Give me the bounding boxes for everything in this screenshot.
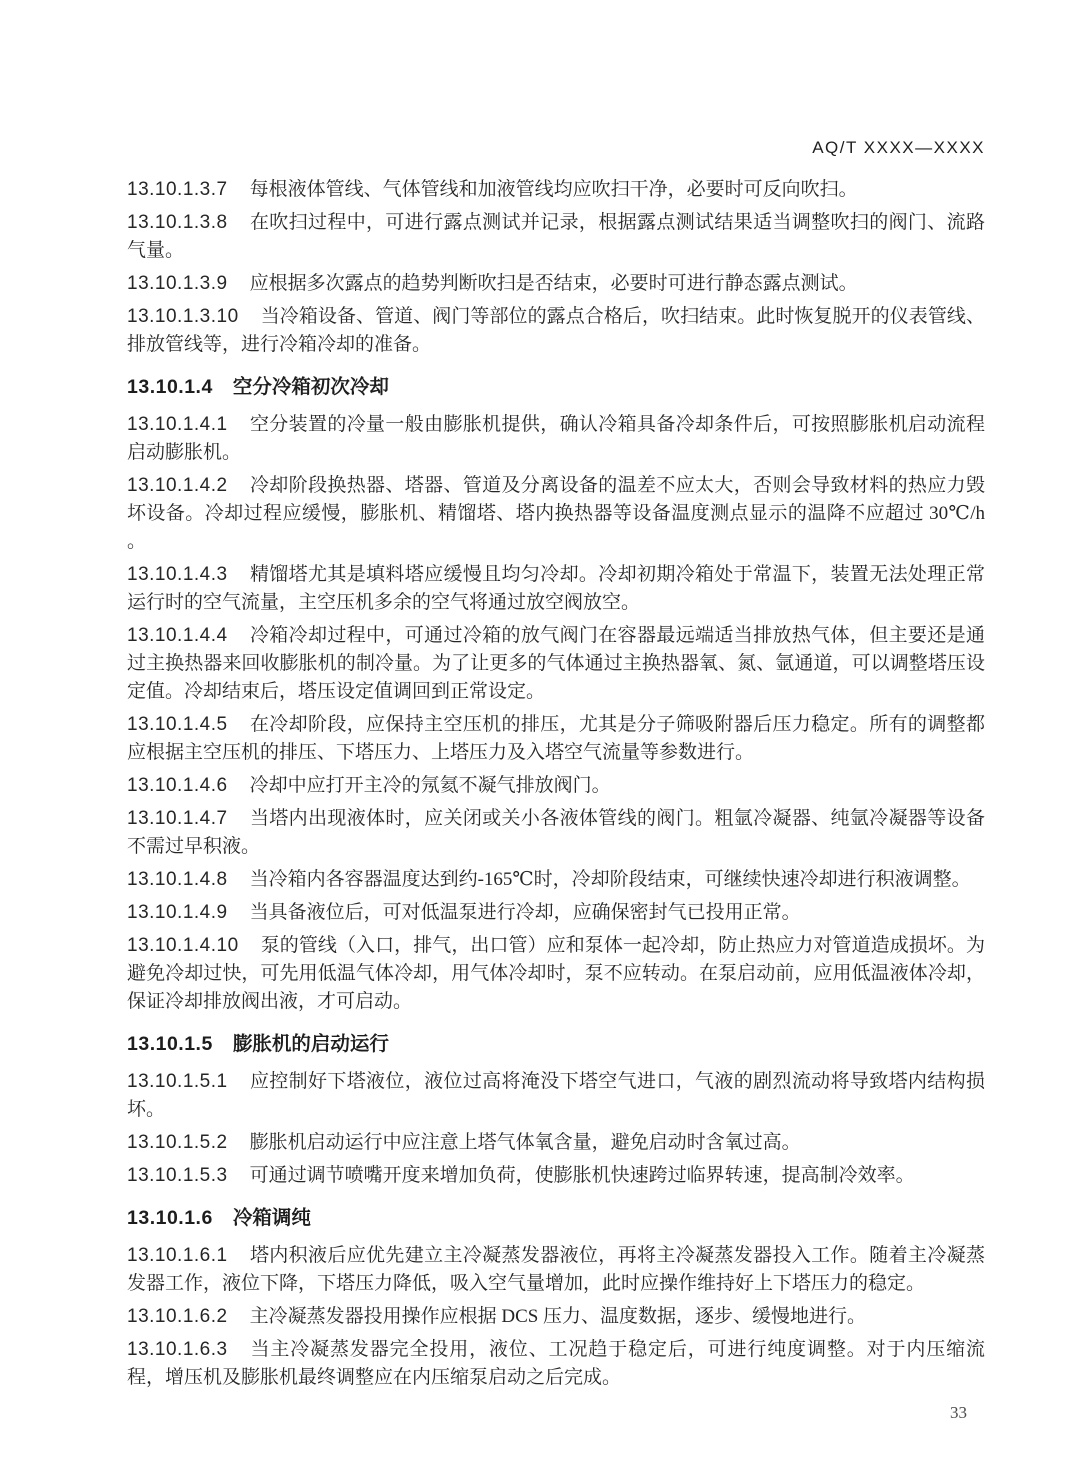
clause-13-10-1-3-10 bbox=[127, 303, 985, 359]
clause-13-10-1-4-4 bbox=[127, 622, 985, 706]
clause-number: 13.10.1.5.2 bbox=[127, 1132, 228, 1153]
document-body bbox=[127, 176, 985, 1392]
clause-number: 13.10.1.4.6 bbox=[127, 775, 228, 796]
clause-13-10-1-6-3 bbox=[127, 1336, 985, 1392]
clause-number: 13.10.1.5.3 bbox=[127, 1165, 228, 1186]
clause-13-10-1-3-8 bbox=[127, 209, 985, 265]
clause-text: 精馏塔尤其是填料塔应缓慢且均匀冷却。冷却初期冷箱处于常温下，装置无法处理正常运行时的空气流量，主空压机多余的空气将通过放空阀放空。 bbox=[127, 564, 985, 613]
clause-13-10-1-6-2 bbox=[127, 1303, 985, 1331]
clause-13-10-1-4-1 bbox=[127, 411, 985, 467]
clause-13-10-1-4-8 bbox=[127, 866, 985, 894]
heading-text: 膨胀机的启动运行 bbox=[232, 1033, 389, 1055]
clause-number: 13.10.1.4.1 bbox=[127, 414, 228, 435]
clause-13-10-1-6-1 bbox=[127, 1242, 985, 1298]
clause-number: 13.10.1.4.9 bbox=[127, 902, 228, 923]
clause-13-10-1-5-1 bbox=[127, 1068, 985, 1124]
clause-13-10-1-5-3 bbox=[127, 1162, 985, 1190]
clause-text: 当冷箱设备、管道、阀门等部位的露点合格后，吹扫结束。此时恢复脱开的仪表管线、排放管线等，进行冷箱冷却的准备。 bbox=[127, 306, 985, 355]
clause-text: 当冷箱内各容器温度达到约-165℃时，冷却阶段结束，可继续快速冷却进行积液调整。 bbox=[249, 869, 971, 890]
clause-text: 塔内积液后应优先建立主冷凝蒸发器液位，再将主冷凝蒸发器投入工作。随着主冷凝蒸发器工作，液位下降，下塔压力降低，吸入空气量增加，此时应操作维持好上下塔压力的稳定。 bbox=[127, 1245, 985, 1294]
clause-text: 当塔内出现液体时，应关闭或关小各液体管线的阀门。粗氩冷凝器、纯氩冷凝器等设备不需过早积液。 bbox=[127, 808, 985, 857]
clause-13-10-1-5-2 bbox=[127, 1129, 985, 1157]
clause-number: 13.10.1.4.8 bbox=[127, 869, 228, 890]
section-heading-13-10-1-4 bbox=[127, 373, 985, 401]
heading-text: 空分冷箱初次冷却 bbox=[232, 376, 389, 398]
clause-text: 当具备液位后，可对低温泵进行冷却，应确保密封气已投用正常。 bbox=[249, 902, 801, 923]
clause-number: 13.10.1.4.7 bbox=[127, 808, 228, 829]
document-header bbox=[127, 138, 985, 158]
clause-number: 13.10.1.4.4 bbox=[127, 625, 228, 646]
clause-text: 空分装置的冷量一般由膨胀机提供，确认冷箱具备冷却条件后，可按照膨胀机启动流程启动膨胀机。 bbox=[127, 414, 985, 463]
clause-number: 13.10.1.3.8 bbox=[127, 212, 228, 233]
clause-13-10-1-3-9 bbox=[127, 270, 985, 298]
clause-text: 主冷凝蒸发器投用操作应根据 DCS 压力、温度数据，逐步、缓慢地进行。 bbox=[249, 1306, 867, 1327]
clause-text: 膨胀机启动运行中应注意上塔气体氧含量，避免启动时含氧过高。 bbox=[249, 1132, 801, 1153]
clause-number: 13.10.1.6.3 bbox=[127, 1339, 228, 1360]
clause-13-10-1-4-5 bbox=[127, 711, 985, 767]
section-heading-13-10-1-6 bbox=[127, 1204, 985, 1232]
heading-number: 13.10.1.5 bbox=[127, 1033, 213, 1055]
clause-13-10-1-3-7 bbox=[127, 176, 985, 204]
section-heading-13-10-1-5 bbox=[127, 1030, 985, 1058]
clause-13-10-1-4-9 bbox=[127, 899, 985, 927]
clause-text: 在吹扫过程中，可进行露点测试并记录，根据露点测试结果适当调整吹扫的阀门、流路气量。 bbox=[127, 212, 985, 261]
document-footer bbox=[950, 1403, 967, 1423]
page-number: 33 bbox=[950, 1403, 967, 1422]
clause-number: 13.10.1.3.7 bbox=[127, 179, 228, 200]
clause-number: 13.10.1.4.5 bbox=[127, 714, 228, 735]
clause-number: 13.10.1.6.2 bbox=[127, 1306, 228, 1327]
clause-text: 应控制好下塔液位，液位过高将淹没下塔空气进口，气液的剧烈流动将导致塔内结构损坏。 bbox=[127, 1071, 985, 1120]
clause-text: 应根据多次露点的趋势判断吹扫是否结束，必要时可进行静态露点测试。 bbox=[249, 273, 858, 294]
clause-text: 可通过调节喷嘴开度来增加负荷，使膨胀机快速跨过临界转速，提高制冷效率。 bbox=[249, 1165, 915, 1186]
clause-text: 每根液体管线、气体管线和加液管线均应吹扫干净，必要时可反向吹扫。 bbox=[249, 179, 858, 200]
clause-13-10-1-4-10 bbox=[127, 932, 985, 1016]
clause-text: 在冷却阶段，应保持主空压机的排压，尤其是分子筛吸附器后压力稳定。所有的调整都应根据主空压机的排压、下塔压力、上塔压力及入塔空气流量等参数进行。 bbox=[127, 714, 985, 763]
doc-code: AQ/T XXXX—XXXX bbox=[812, 138, 985, 157]
clause-number: 13.10.1.4.3 bbox=[127, 564, 228, 585]
clause-number: 13.10.1.4.2 bbox=[127, 475, 228, 496]
clause-text: 当主冷凝蒸发器完全投用，液位、工况趋于稳定后，可进行纯度调整。对于内压缩流程，增压机及膨胀机最终调整应在内压缩泵启动之后完成。 bbox=[127, 1339, 985, 1388]
clause-number: 13.10.1.3.10 bbox=[127, 306, 239, 327]
clause-text: 泵的管线（入口，排气，出口管）应和泵体一起冷却，防止热应力对管道造成损坏。为避免冷却过快，可先用低温气体冷却，用气体冷却时，泵不应转动。在泵启动前，应用低温液体冷却，保证冷却排放阀出液，才可启动。 bbox=[127, 935, 985, 1012]
clause-number: 13.10.1.3.9 bbox=[127, 273, 228, 294]
clause-13-10-1-4-6 bbox=[127, 772, 985, 800]
heading-number: 13.10.1.6 bbox=[127, 1207, 213, 1229]
clause-13-10-1-4-2 bbox=[127, 472, 985, 556]
clause-text: 冷却阶段换热器、塔器、管道及分离设备的温差不应太大，否则会导致材料的热应力毁坏设备。冷却过程应缓慢，膨胀机、精馏塔、塔内换热器等设备温度测点显示的温降不应超过 30℃/h 。 bbox=[127, 475, 985, 552]
clause-13-10-1-4-3 bbox=[127, 561, 985, 617]
clause-text: 冷箱冷却过程中，可通过冷箱的放气阀门在容器最远端适当排放热气体，但主要还是通过主换热器来回收膨胀机的制冷量。为了让更多的气体通过主换热器氧、氮、氩通道，可以调整塔压设定值。冷却结束后，塔压设定值调回到正常设定。 bbox=[127, 625, 985, 702]
heading-text: 冷箱调纯 bbox=[232, 1207, 311, 1229]
clause-text: 冷却中应打开主冷的氖氦不凝气排放阀门。 bbox=[249, 775, 611, 796]
clause-number: 13.10.1.4.10 bbox=[127, 935, 239, 956]
clause-number: 13.10.1.5.1 bbox=[127, 1071, 228, 1092]
heading-number: 13.10.1.4 bbox=[127, 376, 213, 398]
clause-13-10-1-4-7 bbox=[127, 805, 985, 861]
clause-number: 13.10.1.6.1 bbox=[127, 1245, 228, 1266]
